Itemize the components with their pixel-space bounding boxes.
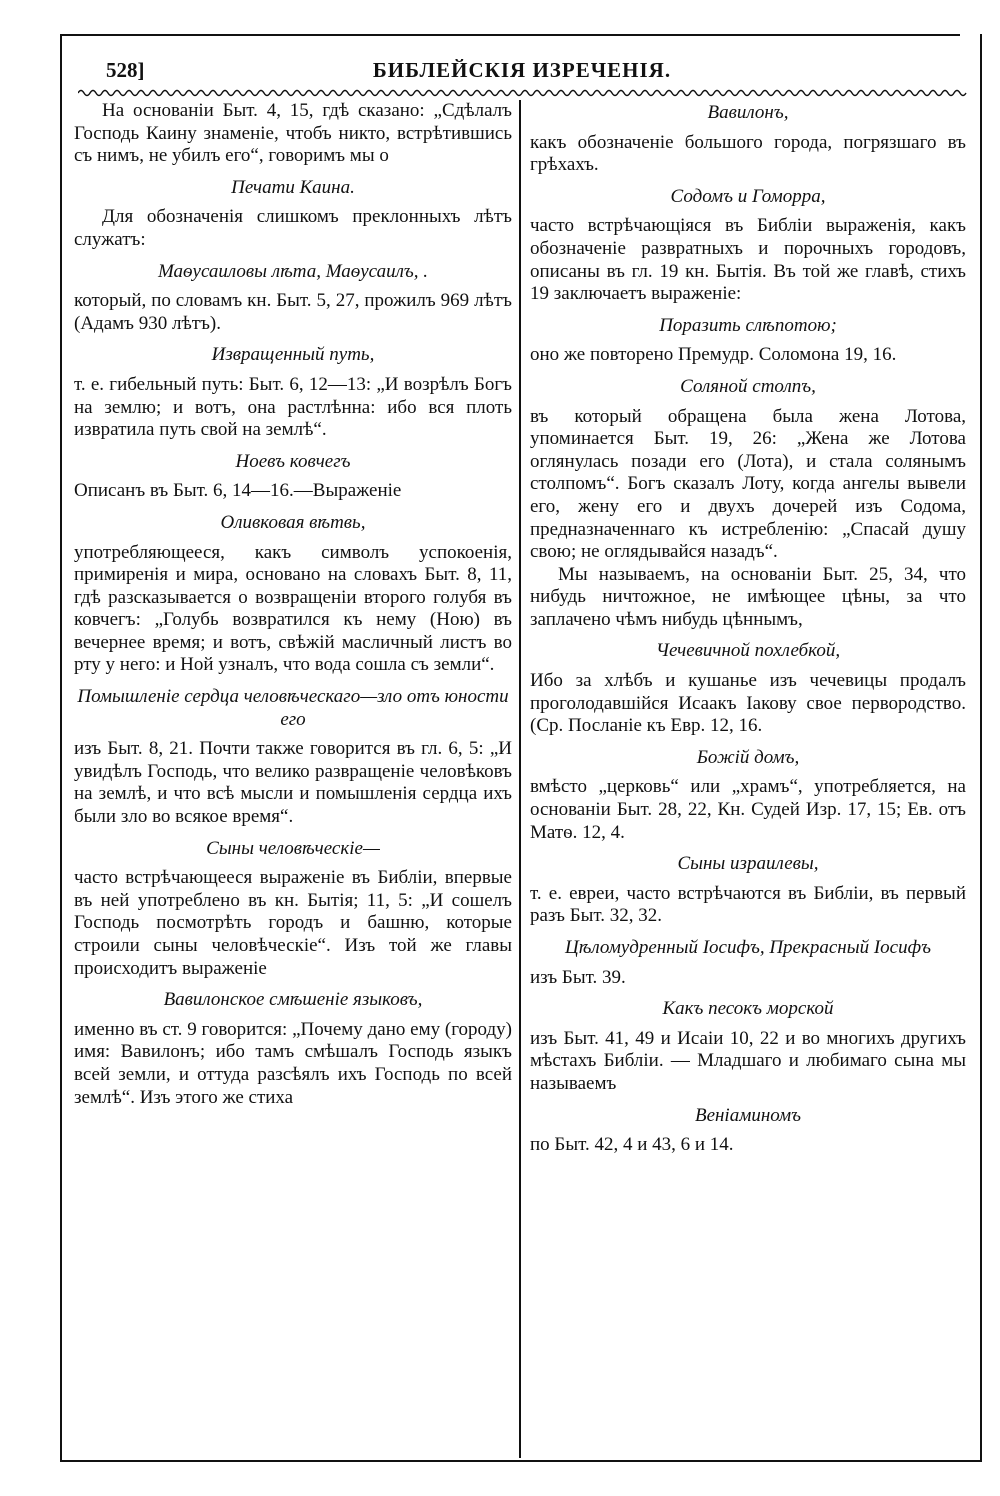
entry-heading: Маѳусаиловы лѣта, Маѳусаилъ, . [157,260,429,282]
paragraph: т. е. евреи, часто встрѣчаются въ Библіи, въ первый разъ Быт. 32, 32. [530,882,966,927]
wavy-rule-divider [78,86,968,100]
entry-heading: Сыны израилевы, [677,853,819,875]
entry-heading: Вавилонское смѣшеніе языковъ, [163,989,423,1011]
entry-heading: Какъ песокъ морской [662,998,834,1020]
column-divider [519,100,521,1458]
paragraph: Мы называемъ, на основаніи Быт. 25, 34, что нибудь ничтожное, не имѣющее цѣны, за что заплачено чѣмъ нибудь цѣннымъ, [530,563,966,630]
entry-heading: Ноевъ ковчегъ [235,450,351,472]
page-number: 528] [106,58,145,82]
entry-heading: Цѣломудренный Іосифъ, Прекрасный Іосифъ [565,937,931,958]
paragraph: вмѣсто „церковь“ или „храмъ“, употребляется, на основаніи Быт. 28, 22, Кн. Судей Изр. 17, 15; Ев. отъ Матѳ. 12, 4. [530,776,966,843]
right-column [530,100,966,1450]
entry-heading: Соляной столпъ, [680,375,816,397]
paragraph: именно въ ст. 9 говорится: „Почему дано ему (городу) имя: Вавилонъ; ибо тамъ смѣшалъ Господь языкъ всей земли, и оттуда разсѣялъ ихъ Господь по всей землѣ“. Изъ этого же стиха [74,1018,512,1108]
paragraph: Для обозначенія слишкомъ преклонныхъ лѣтъ служатъ: [74,206,512,250]
paragraph: часто встрѣчающееся выраженіе въ Библіи, впервые въ ней употреблено въ кн. Бытія; 11, 5: „И сошелъ Господь посмотрѣть городъ и башню, которые строили сыны человѣческіе“. Изъ той же главы происходитъ выраженіе [74,867,512,979]
page-header [78,58,966,88]
entry-heading: Сыны человѣческіе— [206,837,380,859]
entry-heading: Божій домъ, [696,746,800,768]
page-border-right [980,34,982,1460]
entry-heading: Содомъ и Гоморра, [670,185,826,207]
entry-heading: Веніаминомъ [694,1104,802,1126]
entry-heading: Оливковая вѣтвь, [220,511,366,533]
entry-heading: Извращенный путь, [211,344,375,366]
paragraph: т. е. гибельный путь: Быт. 6, 12—13: „И возрѣлъ Богъ на землю; и вотъ, она растлѣнна: ибо вся плоть извратила путь свой на землѣ“. [74,373,512,441]
paragraph: какъ обозначеніе большого города, погрязшаго въ грѣхахъ. [530,131,966,176]
paragraph: Описанъ въ Быт. 6, 14—16.—Выраженіе [74,480,402,502]
left-column [74,100,512,1450]
paragraph: изъ Быт. 8, 21. Почти также говорится въ гл. 6, 5: „И увидѣлъ Господь, что велико развращеніе человѣковъ на землѣ, и что всѣ мысли и помышленія сердца ихъ были зло во всякое время“. [74,738,512,828]
page-border-bottom [60,1460,982,1462]
paragraph: часто встрѣчающіяся въ Библіи выраженія, какъ обозначеніе развратныхъ и порочныхъ городовъ, описаны въ гл. 19 кн. Бытія. Въ той же главѣ, стихъ 19 заключаетъ выраженіе: [530,215,966,305]
paragraph: На основаніи Быт. 4, 15, гдѣ сказано: „Сдѣлалъ Господь Каину знаменіе, чтобъ никто, встрѣтившись съ нимъ, не убилъ его“, говоримъ мы о [74,100,512,167]
entry-heading: Вавилонъ, [707,102,789,123]
entry-heading: Чечевичной похлебкой, [655,640,841,662]
entry-heading: Поразить слѣпотою; [659,314,837,336]
paragraph: въ который обращена была жена Лотова, упоминается Быт. 19, 26: „Жена же Лотова оглянулась позади его (Лота), и стала солянымъ столпомъ“. Богъ сказалъ Лоту, когда ангелы вывели его, жену его и двухъ дочерей изъ Содома, предназначеннаго къ истребленію: „Спасай душу свою; не оглядывайся назадъ“. [530,405,966,563]
paragraph: который, по словамъ кн. Быт. 5, 27, прожилъ 969 лѣтъ (Адамъ 930 лѣтъ). [74,290,512,334]
entry-heading: Помышленіе сердца человѣческаго—зло отъ юности его [77,686,509,730]
paragraph: употребляющееся, какъ символъ успокоенія, примиренія и мира, основано на словахъ Быт. 8, 11, гдѣ разсказывается о возвращеніи второго голубя въ ковчегъ: „Голубь возвратился къ нему (Ною) въ вечернее время; и вотъ, свѣжій масличный листъ во рту у него: и Ной узналъ, что вода сошла съ земли“. [74,541,512,676]
entry-heading: Печати Каина. [231,176,355,198]
paragraph: изъ Быт. 41, 49 и Исаіи 10, 22 и во многихъ другихъ мѣстахъ Библіи. — Младшаго и любимаго сына мы называемъ [530,1027,966,1094]
paragraph: изъ Быт. 39. [530,966,626,988]
page-border-top [60,34,960,36]
running-title: БИБЛЕЙСКІЯ ИЗРЕЧЕНІЯ. [372,58,672,82]
paragraph: по Быт. 42, 4 и 43, 6 и 14. [530,1134,734,1156]
page-border-left [60,34,62,1460]
paragraph: оно же повторено Премудр. Соломона 19, 16. [530,344,897,366]
paragraph: Ибо за хлѣбъ и кушанье изъ чечевицы продалъ проголодавшійся Исаакъ Іакову свое первородство. (Ср. Посланіе къ Евр. 12, 16. [530,670,966,737]
